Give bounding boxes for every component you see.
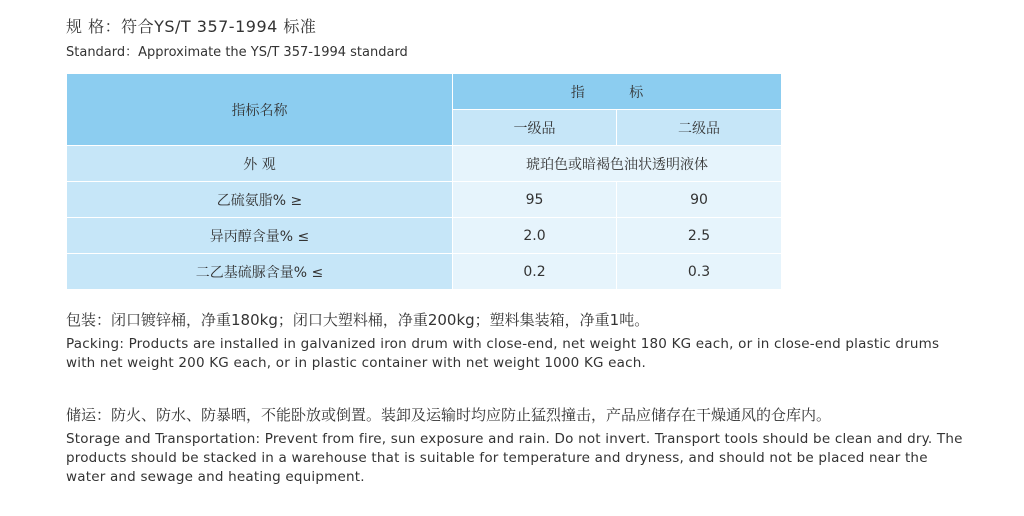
row-value-grade1: 2.0 bbox=[453, 218, 617, 254]
name-header: 指标名称 bbox=[67, 74, 453, 146]
grade-1-header: 一级品 bbox=[453, 110, 617, 146]
spec-table bbox=[66, 73, 782, 290]
row-value-grade2: 2.5 bbox=[617, 218, 782, 254]
row-value-grade2: 90 bbox=[617, 182, 782, 218]
row-value-grade1: 95 bbox=[453, 182, 617, 218]
row-name-isopropanol: 异丙醇含量% ≤ bbox=[67, 218, 453, 254]
row-value-grade1: 0.2 bbox=[453, 254, 617, 290]
table-row bbox=[67, 146, 782, 182]
packing-en: Packing: Products are installed in galvanized iron drum with close-end, net weight 180 KG each, or in close-end plastic drums with net weight 200 KG each, or in plastic container with net weight 1000 KG each. bbox=[66, 336, 940, 371]
row-name-appearance: 外 观 bbox=[67, 146, 453, 182]
index-header: 指 标 bbox=[453, 74, 782, 110]
table-row bbox=[67, 182, 782, 218]
row-name-thiourea: 二乙基硫脲含量% ≤ bbox=[67, 254, 453, 290]
table-row bbox=[67, 254, 782, 290]
row-name-ester: 乙硫氨脂% ≥ bbox=[67, 182, 453, 218]
spec-title-en: Standard：Approximate the YS/T 357-1994 standard bbox=[66, 45, 408, 60]
grade-2-header: 二级品 bbox=[617, 110, 782, 146]
row-value-appearance: 琥珀色或暗褐色油状透明液体 bbox=[453, 146, 782, 182]
spec-title-cn: 规 格：符合YS/T 357-1994 标准 bbox=[66, 17, 317, 36]
row-value-grade2: 0.3 bbox=[617, 254, 782, 290]
packing-cn: 包装：闭口镀锌桶，净重180kg；闭口大塑料桶，净重200kg；塑料集装箱，净重1吨。 bbox=[66, 311, 650, 329]
storage-cn: 储运：防火、防水、防暴晒，不能卧放或倒置。装卸及运输时均应防止猛烈撞击，产品应储存在干燥通风的仓库内。 bbox=[66, 406, 832, 424]
table-row bbox=[67, 218, 782, 254]
storage-en: Storage and Transportation: Prevent from fire, sun exposure and rain. Do not invert. Transport tools should be clean and dry. The products should be stacked in a warehouse that is suitable for temperature and dryness, and should not be placed near the water and sewage and heating equipment. bbox=[66, 431, 963, 485]
